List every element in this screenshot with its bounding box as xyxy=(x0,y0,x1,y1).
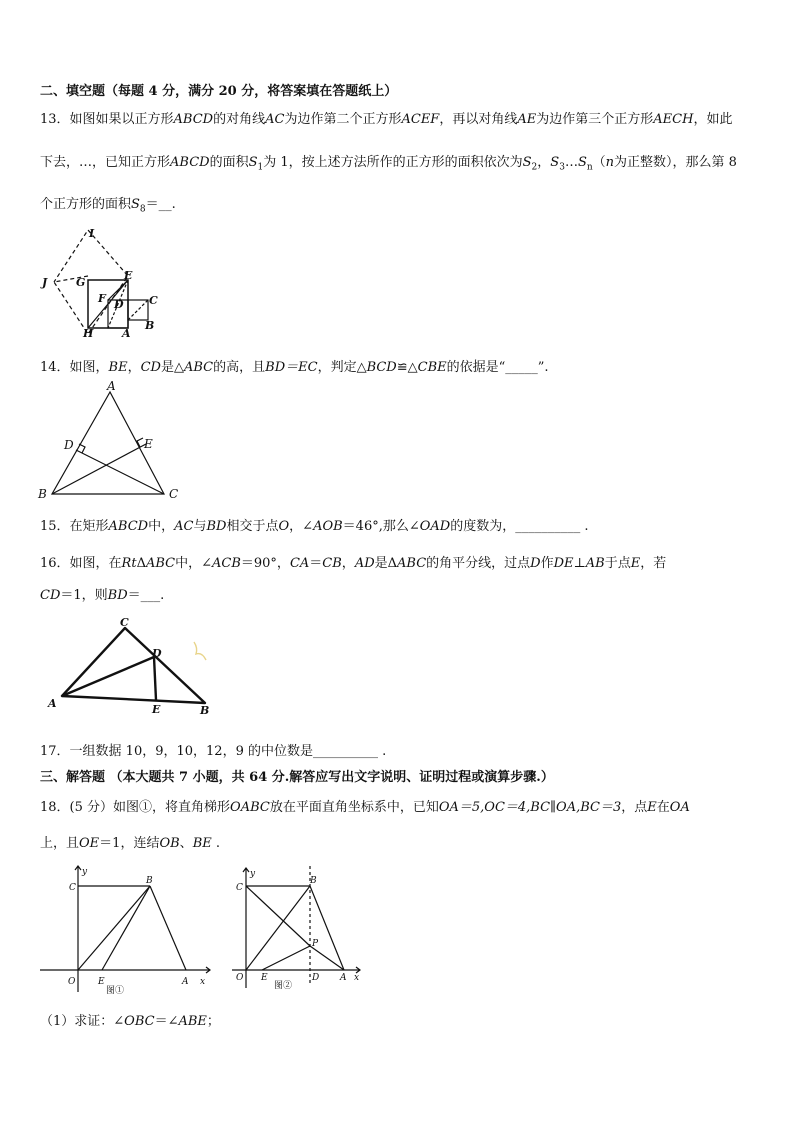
q16-text-part: ，若 xyxy=(640,556,667,571)
q13-line-2: 下去，…，已知正方形ABCD的面积$S_1$为 1，按上述方法所作的正方形的面积依次为$S_2$，$S_3\dots S_n(n$为正整数），那么第 8 xyxy=(40,155,737,173)
q16-label-B: B xyxy=(200,704,210,717)
q14-cbe: CBE xyxy=(417,360,447,375)
q16-text-part: 中，∠ xyxy=(175,556,212,571)
q18-fig1-label-y: y xyxy=(82,867,88,877)
q13-label-D: D xyxy=(114,298,124,311)
q13-sn-sub: n xyxy=(586,162,593,173)
q14-label-D: D xyxy=(64,438,74,452)
q16-abc: ABC xyxy=(145,556,176,571)
q14-text-part: 14．如图， xyxy=(40,360,109,375)
q15-text-part: 中， xyxy=(148,519,175,534)
q16-line-1 xyxy=(40,552,666,571)
q18-text-part: （1）求证：∠ xyxy=(40,1014,125,1029)
q13-ae: AE xyxy=(517,112,537,127)
q13-sn: S xyxy=(577,155,587,170)
q13-dots: … xyxy=(564,155,578,170)
q18-figure-2 xyxy=(232,862,372,998)
q14-text-part: 的高，且 xyxy=(213,360,266,375)
q16-text-part: ＝___. xyxy=(127,588,165,603)
q15-text-part: 15．在矩形 xyxy=(40,519,109,534)
q18-text-part: 上，且 xyxy=(40,836,80,851)
q15-text-part: ，∠ xyxy=(289,519,314,534)
q13-text: ，再以对角线 xyxy=(439,112,518,127)
q13-ac: AC xyxy=(265,112,285,127)
q14-label-B: B xyxy=(38,487,47,501)
q16-text-part: 是Δ xyxy=(374,556,398,571)
q14-label-A: A xyxy=(107,379,116,393)
q14-comma: ， xyxy=(127,360,141,375)
q18-fig1-label-x: x xyxy=(200,977,206,987)
q18-figure-1 xyxy=(40,862,220,998)
q13-text: 下去，…，已知正方形 xyxy=(40,155,171,170)
q13-text: 的对角线 xyxy=(213,112,266,127)
q13-text: 为 1，按上述方法所作的正方形的面积依次为 xyxy=(263,155,523,170)
q14-abc: ABC xyxy=(183,360,214,375)
q18-oa: OA xyxy=(669,800,690,815)
q18-line-1 xyxy=(40,796,690,815)
q14-label-E: E xyxy=(144,437,153,451)
q13-abcd: ABCD xyxy=(173,112,214,127)
q16-perp: ⊥ xyxy=(573,556,586,571)
q16-rt: Rt xyxy=(121,556,137,571)
q18-e: E xyxy=(647,800,657,815)
q13-text: 为边作第二个正方形 xyxy=(284,112,402,127)
q15-text-part: 相交于点 xyxy=(226,519,279,534)
q14-text-part: ，判定△ xyxy=(317,360,367,375)
q13-figure xyxy=(36,222,166,342)
q13-s3: S xyxy=(550,155,560,170)
q15-text-part: ＝46°,那么∠ xyxy=(342,519,420,534)
q14-bcd: BCD xyxy=(366,360,397,375)
q18-oabc: OABC xyxy=(230,800,270,815)
q18-ob: OB xyxy=(159,836,180,851)
q18-fig1-label-C: C xyxy=(69,883,76,893)
q13-label-C: C xyxy=(149,294,158,307)
q13-text: ＝__. xyxy=(145,197,176,212)
q18-abe: ABE xyxy=(178,1014,207,1029)
q18-fig2-label-O: O xyxy=(236,973,244,983)
q15-text-part: 与 xyxy=(193,519,207,534)
q18-text-part: ，点 xyxy=(621,800,648,815)
q14-text-part: 的依据是“_____”. xyxy=(446,360,549,375)
q13-label-F: F xyxy=(98,292,106,305)
q13-line-3 xyxy=(40,193,176,215)
q15-oad: OAD xyxy=(419,519,451,534)
q14-text-part: 是△ xyxy=(160,360,184,375)
q16-triangle-symbol: Δ xyxy=(136,556,146,571)
q18-fig1-label-E: E xyxy=(98,977,105,987)
q16-cd: CD xyxy=(40,588,61,603)
q16-cb: CB xyxy=(322,556,342,571)
q13-text: 个正方形的面积 xyxy=(40,197,132,212)
q18-fig1-caption: 图① xyxy=(106,986,125,996)
q13-label-B: B xyxy=(145,319,155,332)
q18-text-part: 放在平面直角坐标系中，已知 xyxy=(269,800,439,815)
section-3-heading: 三、解答题 （本大题共 7 小题，共 64 分.解答应写出文字说明、证明过程或演算步骤.） xyxy=(40,770,554,785)
scan-smudge-mark xyxy=(194,642,206,660)
q13-s8: S xyxy=(131,197,140,212)
q13-text: 的面积 xyxy=(209,155,249,170)
q16-ab: AB xyxy=(585,556,605,571)
q18-oe: OE xyxy=(79,836,100,851)
q13-text: （ xyxy=(592,155,606,170)
q13-s3-sub: 3 xyxy=(559,162,565,173)
q13-label-J: J xyxy=(42,276,48,289)
q18-text-part: . xyxy=(211,836,220,851)
q13-n: n xyxy=(605,155,615,170)
q18-fig2-label-B: B xyxy=(310,876,317,886)
q13-label-G: G xyxy=(76,276,86,289)
q15-o: O xyxy=(278,519,290,534)
q16-equals: ＝ xyxy=(309,556,323,571)
q15-text xyxy=(40,515,588,534)
q16-text-part: 于点 xyxy=(604,556,631,571)
q13-acef: ACEF xyxy=(401,112,440,127)
q18-text-part: ＝1，连结 xyxy=(99,836,160,851)
q16-label-A: A xyxy=(48,697,57,710)
q13-label-E: E xyxy=(124,269,133,282)
q14-label-C: C xyxy=(169,487,179,501)
q15-bd: BD xyxy=(206,519,227,534)
q15-aob: AOB xyxy=(313,519,343,534)
q13-abcd: ABCD xyxy=(170,155,210,170)
q13-label-I: I xyxy=(89,227,95,240)
q15-ac: AC xyxy=(174,519,194,534)
q16-ca: CA xyxy=(289,556,310,571)
q14-cd: CD xyxy=(140,360,161,375)
q16-label-E: E xyxy=(152,703,161,716)
q13-s8-sub: 8 xyxy=(139,204,146,215)
q13-line-1 xyxy=(40,108,732,127)
q13-text: ，如此 xyxy=(693,112,733,127)
q18-separator: 、 xyxy=(179,836,193,851)
q14-text xyxy=(40,356,549,375)
q16-text-part: 16．如图，在 xyxy=(40,556,122,571)
q18-part-1 xyxy=(40,1010,220,1029)
q13-text: 13．如图如果以正方形 xyxy=(40,112,174,127)
q18-fig2-label-x: x xyxy=(354,973,360,983)
q16-e: E xyxy=(630,556,641,571)
q16-bd: BD xyxy=(107,588,128,603)
q16-abc: ABC xyxy=(397,556,427,571)
q18-be: BE xyxy=(192,836,212,851)
q15-text-part: 的度数为，__________ . xyxy=(450,519,589,534)
q18-fig2-label-P: P xyxy=(312,939,319,949)
q18-fig2-caption: 图② xyxy=(274,981,293,991)
q16-text-part: 作 xyxy=(540,556,554,571)
q18-obc: OBC xyxy=(124,1014,155,1029)
q18-fig2-label-A: A xyxy=(340,973,347,983)
q16-label-C: C xyxy=(120,616,129,629)
q13-text: 为边作第三个正方形 xyxy=(536,112,654,127)
q18-text-part: ＝∠ xyxy=(154,1014,179,1029)
q18-text-part: ； xyxy=(206,1014,220,1029)
q16-ad: AD xyxy=(354,556,375,571)
q16-acb: ACB xyxy=(212,556,241,571)
q13-s1-sub: 1 xyxy=(257,162,264,173)
q13-s2-sub: 2 xyxy=(531,162,538,173)
q18-line-2 xyxy=(40,832,220,851)
q13-label-H: H xyxy=(83,327,94,340)
q14-cong: ≌△ xyxy=(396,360,418,375)
q18-conditions: OA＝5,OC＝4,BC∥OA,BC＝3 xyxy=(438,800,622,815)
q16-line-2 xyxy=(40,584,164,603)
q18-fig1-label-B: B xyxy=(146,876,153,886)
q16-de: DE xyxy=(553,556,574,571)
q14-figure xyxy=(34,378,194,502)
q13-label-A: A xyxy=(122,327,131,340)
q18-text-part: 18．(5 分）如图①，将直角梯形 xyxy=(40,800,231,815)
q18-text-part: 在 xyxy=(656,800,670,815)
q15-abcd: ABCD xyxy=(108,519,149,534)
q16-label-D: D xyxy=(152,647,162,660)
q18-fig1-label-O: O xyxy=(68,977,76,987)
q13-aech: AECH xyxy=(653,112,694,127)
q16-text-part: ＝1，则 xyxy=(60,588,108,603)
q16-figure xyxy=(40,612,220,722)
q14-be: BE xyxy=(108,360,128,375)
q18-fig2-label-D: D xyxy=(312,973,320,983)
q18-fig2-label-C: C xyxy=(236,883,243,893)
q13-s2: S xyxy=(522,155,532,170)
q17-text: 17．一组数据 10，9，10，12，9 的中位数是__________ . xyxy=(40,744,387,759)
section-2-heading: 二、填空题（每题 4 分，满分 20 分，将答案填在答题纸上） xyxy=(40,84,398,99)
q13-text: 为正整数），那么第 8 xyxy=(614,155,737,170)
q18-fig2-label-E: E xyxy=(261,973,268,983)
q14-eq: BD＝EC xyxy=(265,360,318,375)
q16-text-part: ， xyxy=(341,556,355,571)
q18-fig2-label-y: y xyxy=(250,869,256,879)
q18-fig1-label-A: A xyxy=(182,977,189,987)
q13-s1: S xyxy=(248,155,258,170)
q16-d: D xyxy=(530,556,541,571)
q16-text-part: ＝90°， xyxy=(240,556,290,571)
q16-text-part: 的角平分线，过点 xyxy=(426,556,531,571)
